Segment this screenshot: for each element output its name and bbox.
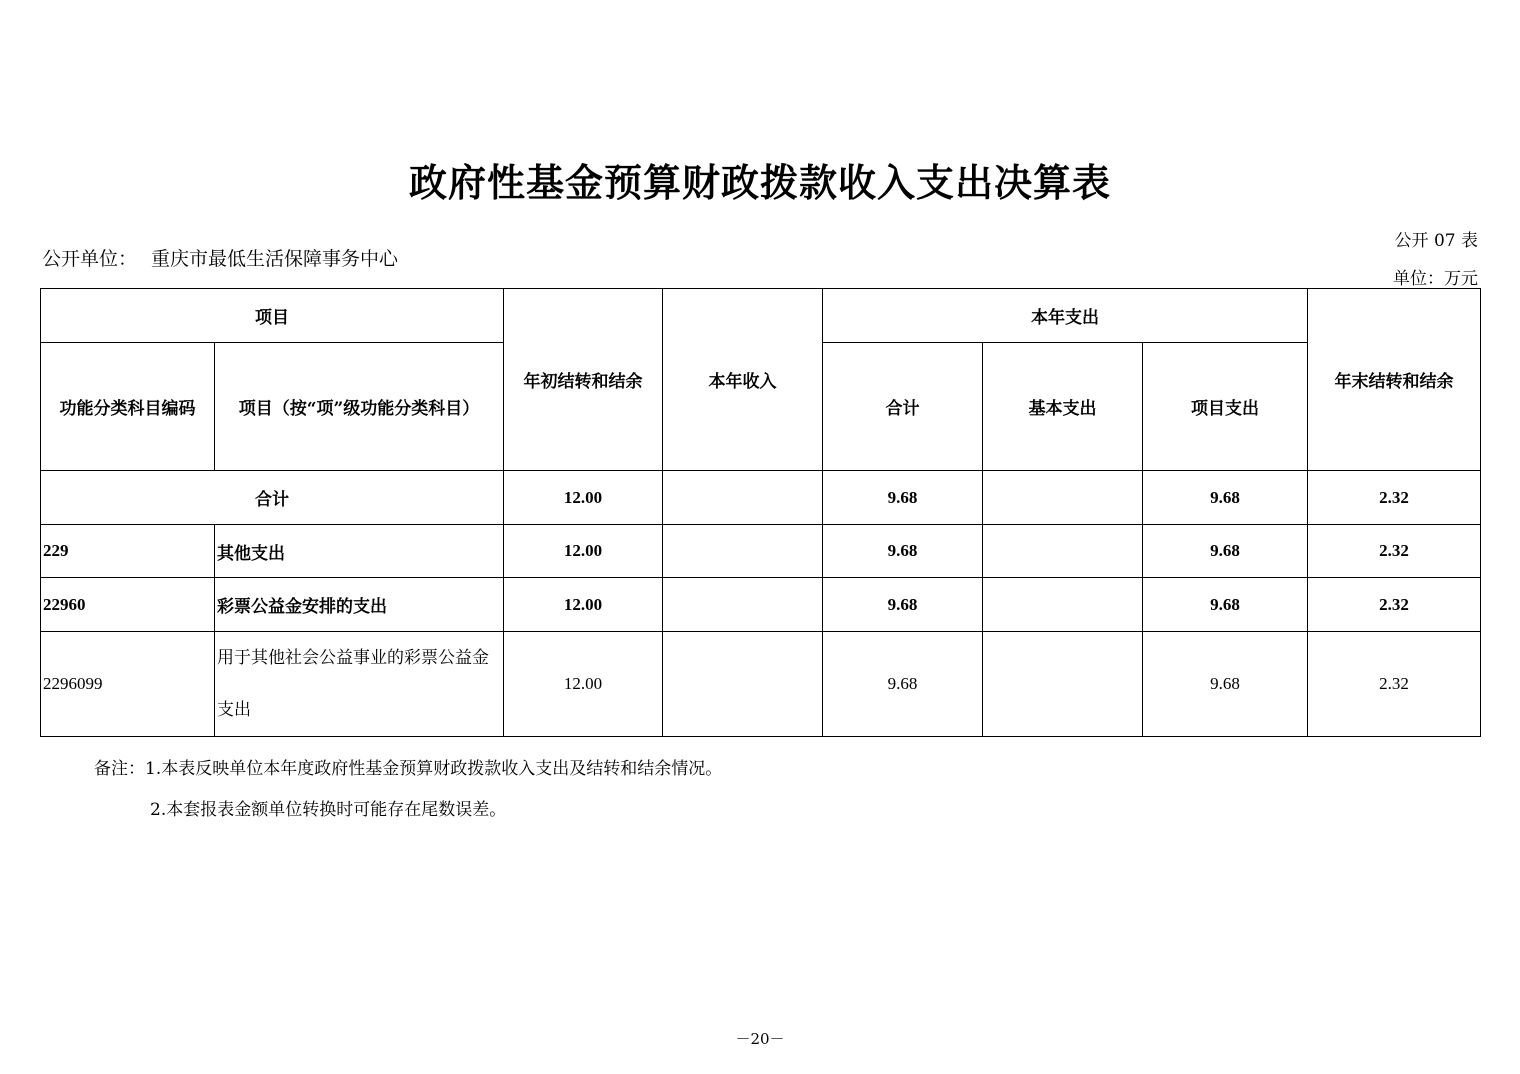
reporting-unit <box>42 244 398 271</box>
row-project: 9.68 <box>1143 632 1308 737</box>
total-income <box>663 471 823 525</box>
row-closing: 2.32 <box>1308 632 1481 737</box>
row-closing: 2.32 <box>1308 525 1481 578</box>
row-basic <box>983 578 1143 632</box>
header-opening-balance: 年初结转和结余 <box>504 289 663 471</box>
header-closing-balance: 年末结转和结余 <box>1308 289 1481 471</box>
header-item: 项目 <box>41 289 504 343</box>
row-basic <box>983 632 1143 737</box>
header-exp-total: 合计 <box>823 343 983 471</box>
table-row <box>41 525 1481 578</box>
row-code: 2296099 <box>41 632 215 737</box>
row-income <box>663 525 823 578</box>
total-label: 合计 <box>41 471 504 525</box>
row-exp-total: 9.68 <box>823 578 983 632</box>
page-title: 政府性基金预算财政拨款收入支出决算表 <box>408 160 1111 205</box>
row-exp-total: 9.68 <box>823 632 983 737</box>
note-1: 备注：1.本表反映单位本年度政府性基金预算财政拨款收入支出及结转和结余情况。 <box>94 759 723 779</box>
money-unit: 单位：万元 <box>1393 269 1478 289</box>
total-opening: 12.00 <box>504 471 663 525</box>
header-basic: 基本支出 <box>983 343 1143 471</box>
row-opening: 12.00 <box>504 525 663 578</box>
form-number: 公开 07 表 <box>1394 231 1478 251</box>
page-number: －20－ <box>735 1030 785 1048</box>
row-opening: 12.00 <box>504 578 663 632</box>
table-row <box>41 578 1481 632</box>
row-project: 9.68 <box>1143 525 1308 578</box>
row-name: 彩票公益金安排的支出 <box>215 578 504 632</box>
row-basic <box>983 525 1143 578</box>
row-income <box>663 578 823 632</box>
row-code: 229 <box>41 525 215 578</box>
row-opening: 12.00 <box>504 632 663 737</box>
row-exp-total: 9.68 <box>823 525 983 578</box>
header-expenditure: 本年支出 <box>823 289 1308 343</box>
note-2: 2.本套报表金额单位转换时可能存在尾数误差。 <box>150 800 507 820</box>
header-item-name: 项目（按“项”级功能分类科目） <box>215 343 504 471</box>
row-name: 用于其他社会公益事业的彩票公益金支出 <box>215 632 504 737</box>
row-code: 22960 <box>41 578 215 632</box>
budget-table <box>40 288 1481 737</box>
total-closing: 2.32 <box>1308 471 1481 525</box>
row-name: 其他支出 <box>215 525 504 578</box>
row-project: 9.68 <box>1143 578 1308 632</box>
total-basic <box>983 471 1143 525</box>
header-project: 项目支出 <box>1143 343 1308 471</box>
total-project: 9.68 <box>1143 471 1308 525</box>
row-income <box>663 632 823 737</box>
total-row <box>41 471 1481 525</box>
row-closing: 2.32 <box>1308 578 1481 632</box>
header-code: 功能分类科目编码 <box>41 343 215 471</box>
header-income: 本年收入 <box>663 289 823 471</box>
reporting-unit-name: 重庆市最低生活保障事务中心 <box>151 248 399 270</box>
reporting-unit-label: 公开单位： <box>42 248 138 270</box>
total-exp-total: 9.68 <box>823 471 983 525</box>
header-row-1 <box>41 289 1481 343</box>
table-row <box>41 632 1481 737</box>
